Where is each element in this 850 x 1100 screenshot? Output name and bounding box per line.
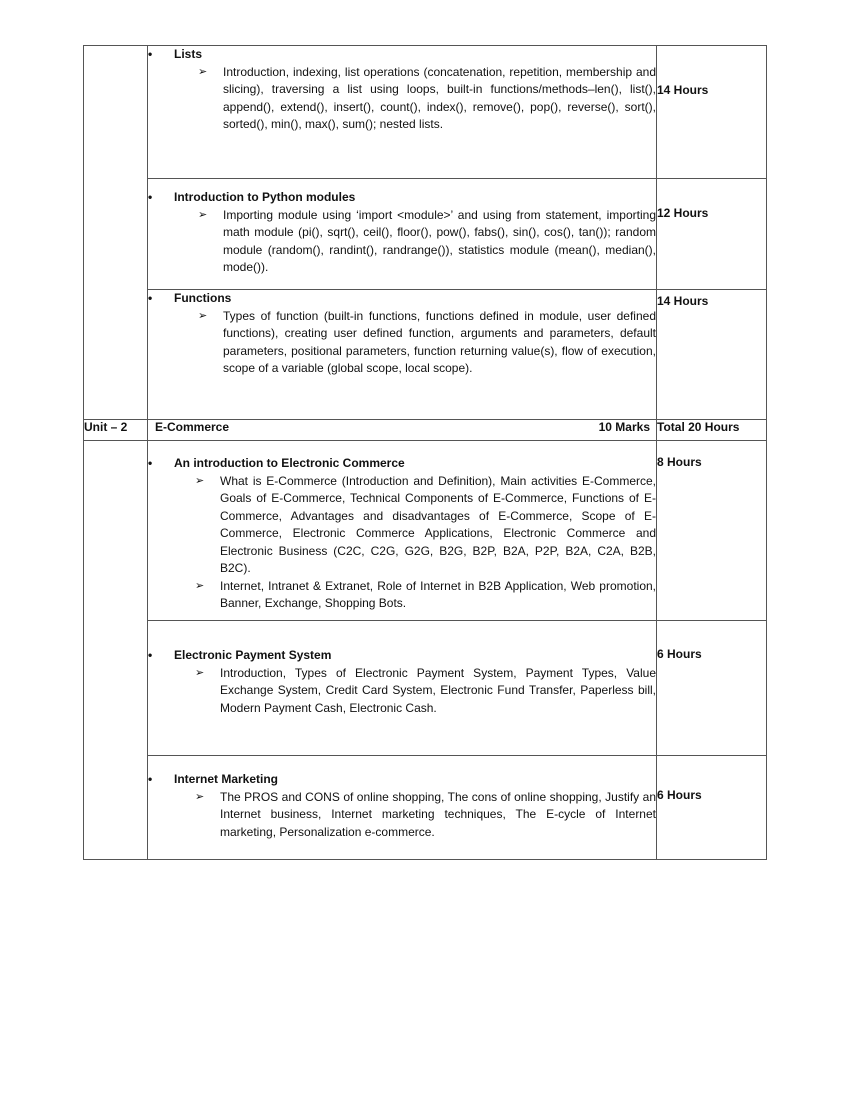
topic-title — [148, 189, 656, 207]
topic-row — [84, 46, 767, 179]
subpoint-list — [148, 665, 656, 718]
subpoint-item — [195, 665, 656, 718]
unit-label-cell-empty — [84, 46, 148, 420]
bullet-icon: • — [148, 190, 153, 204]
subpoint-list — [148, 64, 656, 134]
topic-row — [84, 621, 767, 756]
subpoint-list — [148, 207, 656, 277]
topic-title-text: Introduction to Python modules — [174, 190, 356, 204]
topic-cell — [148, 756, 657, 860]
topic-cell — [148, 46, 657, 179]
hours-cell: 6 Hours — [657, 756, 767, 860]
subpoint-item — [195, 578, 656, 613]
subpoint-item — [198, 64, 656, 134]
unit-header-row — [84, 420, 767, 441]
subpoint-list — [148, 308, 656, 378]
topic-row — [84, 441, 767, 621]
topic-title-text: Functions — [174, 291, 232, 305]
topic-title — [148, 46, 656, 64]
bullet-icon: • — [148, 291, 153, 305]
topic-cell — [148, 441, 657, 621]
subpoint-list — [148, 473, 656, 613]
subpoint-item — [195, 789, 656, 842]
unit-title-cell — [148, 420, 657, 441]
arrow-bullet-icon: ➢ — [195, 666, 205, 679]
bullet-icon: • — [148, 47, 153, 61]
topic-row — [84, 756, 767, 860]
unit1-continued — [84, 46, 767, 420]
hours-cell: 12 Hours — [657, 179, 767, 290]
hours-cell: 6 Hours — [657, 621, 767, 756]
unit-title: E-Commerce — [155, 420, 230, 434]
arrow-bullet-icon: ➢ — [195, 579, 205, 592]
topic-title — [148, 290, 656, 308]
bullet-icon: • — [148, 648, 153, 662]
arrow-bullet-icon: ➢ — [198, 208, 208, 221]
topic-title-text: Lists — [174, 47, 203, 61]
topic-cell — [148, 621, 657, 756]
subpoint-text: Introduction, Types of Electronic Payment System, Payment Types, Value Exchange System, Credit Card System, Electronic Fund Transfer, Paperless bill, Modern Payment Cash, Electronic Cash. — [220, 665, 656, 715]
bullet-icon: • — [148, 772, 153, 786]
arrow-bullet-icon: ➢ — [198, 309, 208, 322]
hours-cell: 14 Hours — [657, 46, 767, 179]
arrow-bullet-icon: ➢ — [198, 65, 208, 78]
topic-title — [148, 647, 656, 665]
subpoint-text: The PROS and CONS of online shopping, The cons of online shopping, Justify an Internet business, Internet marketing techniques, The E-cycle of Internet marketing, Personalization e-commerce. — [220, 789, 656, 839]
arrow-bullet-icon: ➢ — [195, 790, 205, 803]
topic-cell — [148, 290, 657, 420]
subpoint-text: Internet, Intranet & Extranet, Role of Internet in B2B Application, Web promotion, Banner, Exchange, Shopping Bots. — [220, 578, 656, 610]
subpoint-item — [198, 207, 656, 277]
topic-title — [148, 455, 656, 473]
topic-title-text: Electronic Payment System — [174, 648, 332, 662]
subpoint-text: Introduction, indexing, list operations (concatenation, repetition, membership and slicing), traversing a list using loops, built-in functions/methods–len(), list(), append(), extend(), insert(), count(), index(), remove(), pop(), reverse(), sort(), sorted(), min(), max(), sum(); nested lists. — [223, 64, 656, 131]
topic-cell — [148, 179, 657, 290]
topic-title-text: Internet Marketing — [174, 772, 279, 786]
subpoint-item — [195, 473, 656, 578]
topic-title — [148, 771, 656, 789]
subpoint-list — [148, 789, 656, 842]
hours-cell: 8 Hours — [657, 441, 767, 621]
topic-row — [84, 290, 767, 420]
unit-label: Unit – 2 — [84, 420, 148, 441]
subpoint-text: Importing module using ‘import <module>’ and using from statement, importing math module (pi(), sqrt(), ceil(), floor(), pow(), fabs(), sin(), cos(), tan()); random module (random(), randint(), randrange()), statistics module (mean(), median(), mode()). — [223, 207, 656, 274]
topic-title-text: An introduction to Electronic Commerce — [174, 456, 405, 470]
topic-row — [84, 179, 767, 290]
unit-total-hours: Total 20 Hours — [657, 420, 767, 441]
arrow-bullet-icon: ➢ — [195, 474, 205, 487]
unit-marks: 10 Marks — [598, 420, 650, 434]
unit2-section — [84, 420, 767, 860]
subpoint-item — [198, 308, 656, 378]
hours-cell: 14 Hours — [657, 290, 767, 420]
unit-label-cell-empty — [84, 441, 148, 860]
subpoint-text: Types of function (built-in functions, functions defined in module, user defined functions), creating user defined function, arguments and parameters, default parameters, positional parameters, function returning value(s), flow of execution, scope of a variable (global scope, local scope). — [223, 308, 656, 375]
bullet-icon: • — [148, 456, 153, 470]
syllabus-table — [83, 45, 767, 860]
subpoint-text: What is E-Commerce (Introduction and Definition), Main activities E-Commerce, Goals of E-Commerce, Technical Components of E-Commerce, Functions of E-Commerce, Advantages and disadvantages of E-Commerce, Scope of E-Commerce, Electronic Commerce Applications, Electronic Commerce and Electronic Business (C2C, C2G, G2G, B2G, B2P, B2A, P2P, B2A, C2A, B2B, B2C). — [220, 473, 656, 575]
